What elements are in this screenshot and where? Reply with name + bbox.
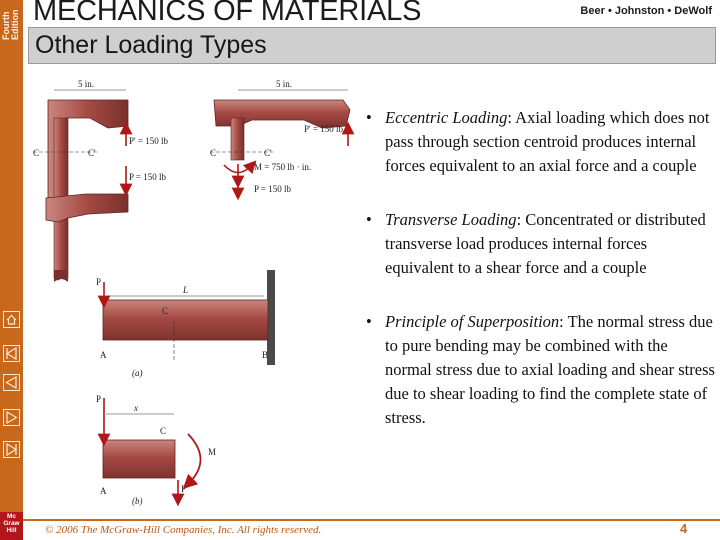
previous-slide-icon[interactable] xyxy=(3,374,20,391)
force-p-prime-1: P' = 150 lb xyxy=(129,136,168,146)
dim-5in-a: 5 in. xyxy=(78,79,95,89)
page-number: 4 xyxy=(680,521,688,536)
dim-5in-b: 5 in. xyxy=(276,79,293,89)
bullet-list xyxy=(363,106,715,460)
first-slide-icon[interactable] xyxy=(3,345,20,362)
logo-line-3: Hill xyxy=(6,527,17,534)
label-c-1: C xyxy=(33,148,40,158)
bullet-superposition xyxy=(363,310,715,430)
header xyxy=(23,0,720,30)
label-cprime-1: C' xyxy=(88,148,96,158)
home-icon[interactable] xyxy=(3,311,20,328)
beam-section xyxy=(103,440,175,478)
logo-line-2: Graw xyxy=(3,520,20,527)
edition-line-1: Fourth xyxy=(1,11,11,40)
caption-a: (a) xyxy=(132,368,143,378)
force-p-1: P = 150 lb xyxy=(129,172,166,182)
beam-label-b: B xyxy=(262,350,269,360)
publisher-logo xyxy=(0,512,23,540)
label-c-2: C xyxy=(210,148,217,158)
loading-figure xyxy=(28,70,368,522)
section-label-p: P xyxy=(96,394,102,404)
section-label-p-prime: P' xyxy=(181,484,188,494)
logo-line-1: Mc xyxy=(6,513,17,520)
section-label-c: C xyxy=(160,426,167,436)
last-slide-icon[interactable] xyxy=(3,441,20,458)
bullet-eccentric-loading xyxy=(363,106,715,178)
title-bar xyxy=(28,27,716,64)
slide-title: Other Loading Types xyxy=(35,31,267,59)
label-cprime-2: C' xyxy=(264,148,272,158)
bullet-term: Principle of Superposition xyxy=(385,312,560,331)
bullet-text: : The normal stress due to pure bending may be combined with the normal stress due to axial loading and shear stress due to shear loading to find the complete state of stress. xyxy=(385,312,715,427)
bullet-text: : Concentrated or distributed transverse load produces internal forces equivalent to a shear force and a couple xyxy=(385,210,706,277)
course-title: MECHANICS OF MATERIALS xyxy=(33,0,422,27)
edition-label xyxy=(1,2,22,42)
force-p-prime-2: P' = 150 lb xyxy=(304,124,343,134)
beam-label-l: L xyxy=(183,285,189,295)
beam-label-a: A xyxy=(100,350,107,360)
section-label-m: M xyxy=(208,447,217,457)
bullet-term: Eccentric Loading xyxy=(385,108,508,127)
caption-b: (b) xyxy=(132,496,143,506)
bullet-dot: • xyxy=(366,312,372,331)
edition-line-2: Edition xyxy=(10,9,20,40)
beam-label-p: P xyxy=(96,277,102,287)
sidebar xyxy=(0,0,23,540)
copyright: © 2006 The McGraw-Hill Companies, Inc. All rights reserved. xyxy=(45,524,322,536)
authors: Beer • Johnston • DeWolf xyxy=(580,5,712,17)
bullet-term: Transverse Loading xyxy=(385,210,517,229)
next-slide-icon[interactable] xyxy=(3,409,20,426)
bullet-transverse-loading xyxy=(363,208,715,280)
section-label-a: A xyxy=(100,486,107,496)
section-label-x: x xyxy=(134,403,138,413)
bullet-text: : Axial loading which does not pass through section centroid produces internal forces equivalent to an axial force and a couple xyxy=(385,108,710,175)
moment-m: M = 750 lb · in. xyxy=(254,162,312,172)
beam-label-c: C xyxy=(162,306,169,316)
footer-rule xyxy=(23,519,720,521)
cantilever-beam xyxy=(103,300,268,340)
bullet-dot: • xyxy=(366,210,372,229)
bullet-dot: • xyxy=(366,108,372,127)
clamp-1 xyxy=(46,100,128,282)
force-p-2: P = 150 lb xyxy=(254,184,291,194)
